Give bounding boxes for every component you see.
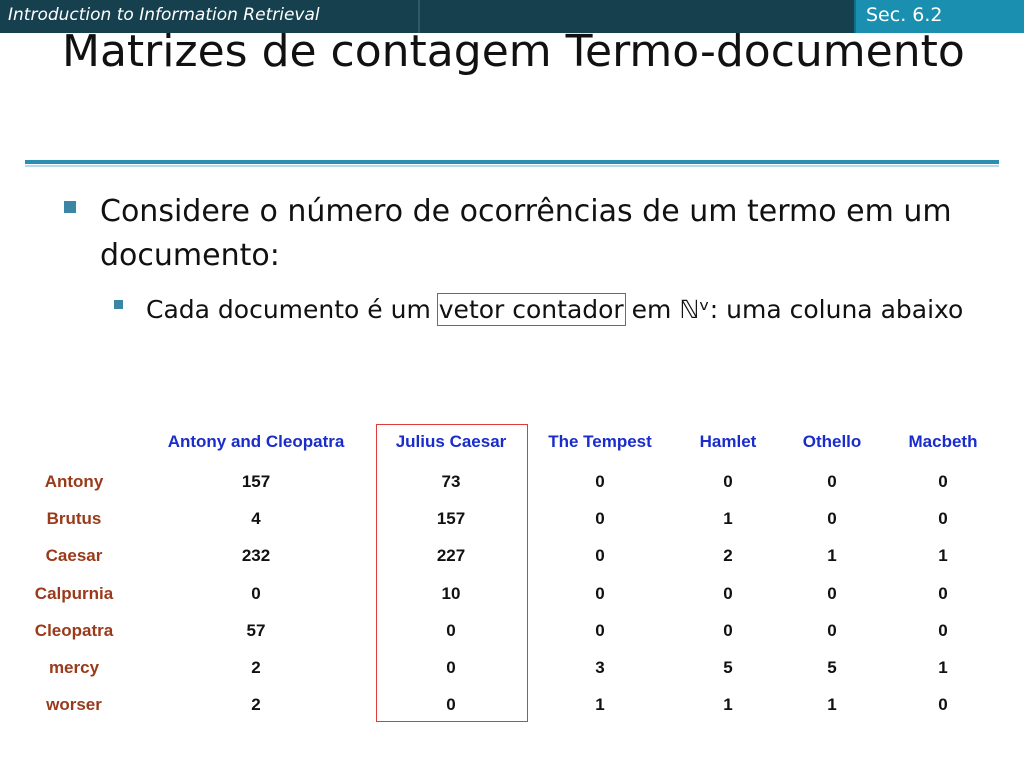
count-cell: 5 [827, 658, 837, 677]
count-cell: 1 [827, 695, 837, 715]
count-cell: 0 [595, 546, 605, 566]
count-cell: 0 [938, 695, 948, 715]
row-term-label: mercy [48, 658, 100, 677]
section-label: Sec. 6.2 [866, 4, 943, 26]
count-cell: 232 [241, 546, 271, 566]
column-header: Hamlet [699, 432, 757, 451]
count-cell: 1 [938, 658, 948, 677]
row-term-label: Cleopatra [34, 620, 114, 640]
bullet-level-1: Considere o número de ocorrências de um termo em um documento: [100, 194, 952, 273]
row-term-label: Caesar [45, 546, 103, 566]
column-header: Othello [802, 432, 862, 451]
count-cell: 1 [595, 695, 605, 715]
count-cell: 1 [938, 546, 948, 566]
row-term-label: Calpurnia [34, 583, 114, 603]
bullet-marker-square-small-icon [114, 300, 123, 309]
count-cell: 0 [723, 583, 733, 603]
count-cell: 1 [723, 695, 733, 715]
highlighted-column-box [376, 424, 528, 722]
count-cell: 0 [938, 583, 948, 603]
count-cell: 1 [827, 546, 837, 566]
vector-counter-highlight: vetor contador [438, 295, 624, 324]
column-header: Julius Caesar [395, 432, 507, 451]
column-header: Macbeth [908, 432, 978, 451]
count-cell: 0 [595, 472, 605, 491]
row-term-label: worser [46, 695, 102, 715]
count-cell: 0 [938, 472, 948, 491]
count-cell: 57 [246, 620, 266, 640]
slide-title: Matrizes de contagem Termo-documento [62, 26, 965, 77]
course-title: Introduction to Information Retrieval [8, 5, 320, 25]
count-cell: 1 [723, 509, 733, 529]
count-cell: 2 [251, 658, 261, 677]
count-cell: 0 [595, 509, 605, 529]
title-rule-shadow [25, 165, 999, 167]
count-cell: 73 [441, 472, 461, 491]
title-rule [25, 160, 999, 164]
bullet-level-2-prefix: Cada documento é um [146, 295, 439, 324]
row-term-label: Antony [44, 472, 104, 491]
row-term-label: Brutus [46, 509, 102, 529]
column-header: Antony and Cleopatra [167, 432, 345, 451]
column-header: The Tempest [548, 432, 652, 451]
count-cell: 4 [251, 509, 261, 529]
count-cell: 0 [827, 583, 837, 603]
count-cell: 0 [446, 695, 456, 715]
count-cell: 0 [827, 472, 837, 491]
count-cell: 0 [446, 658, 456, 677]
count-cell: 2 [723, 546, 733, 566]
count-cell: 0 [938, 620, 948, 640]
bullet-level-2-suffix: em ℕᵛ: uma coluna abaixo [623, 295, 964, 324]
count-cell: 0 [938, 509, 948, 529]
count-cell: 0 [827, 509, 837, 529]
count-cell: 0 [723, 472, 733, 491]
count-cell: 3 [595, 658, 605, 677]
count-cell: 5 [723, 658, 733, 677]
count-cell: 0 [827, 620, 837, 640]
count-cell: 10 [441, 583, 461, 603]
count-cell: 227 [436, 546, 466, 566]
count-cell: 157 [436, 509, 466, 529]
bullet-level-2 [146, 289, 986, 331]
bullet-marker-square-icon [64, 201, 76, 213]
count-cell: 0 [595, 620, 605, 640]
count-cell: 0 [723, 620, 733, 640]
count-cell: 0 [251, 583, 261, 603]
count-cell: 2 [251, 695, 261, 715]
count-cell: 0 [595, 583, 605, 603]
count-cell: 0 [446, 620, 456, 640]
count-cell: 157 [241, 472, 271, 491]
